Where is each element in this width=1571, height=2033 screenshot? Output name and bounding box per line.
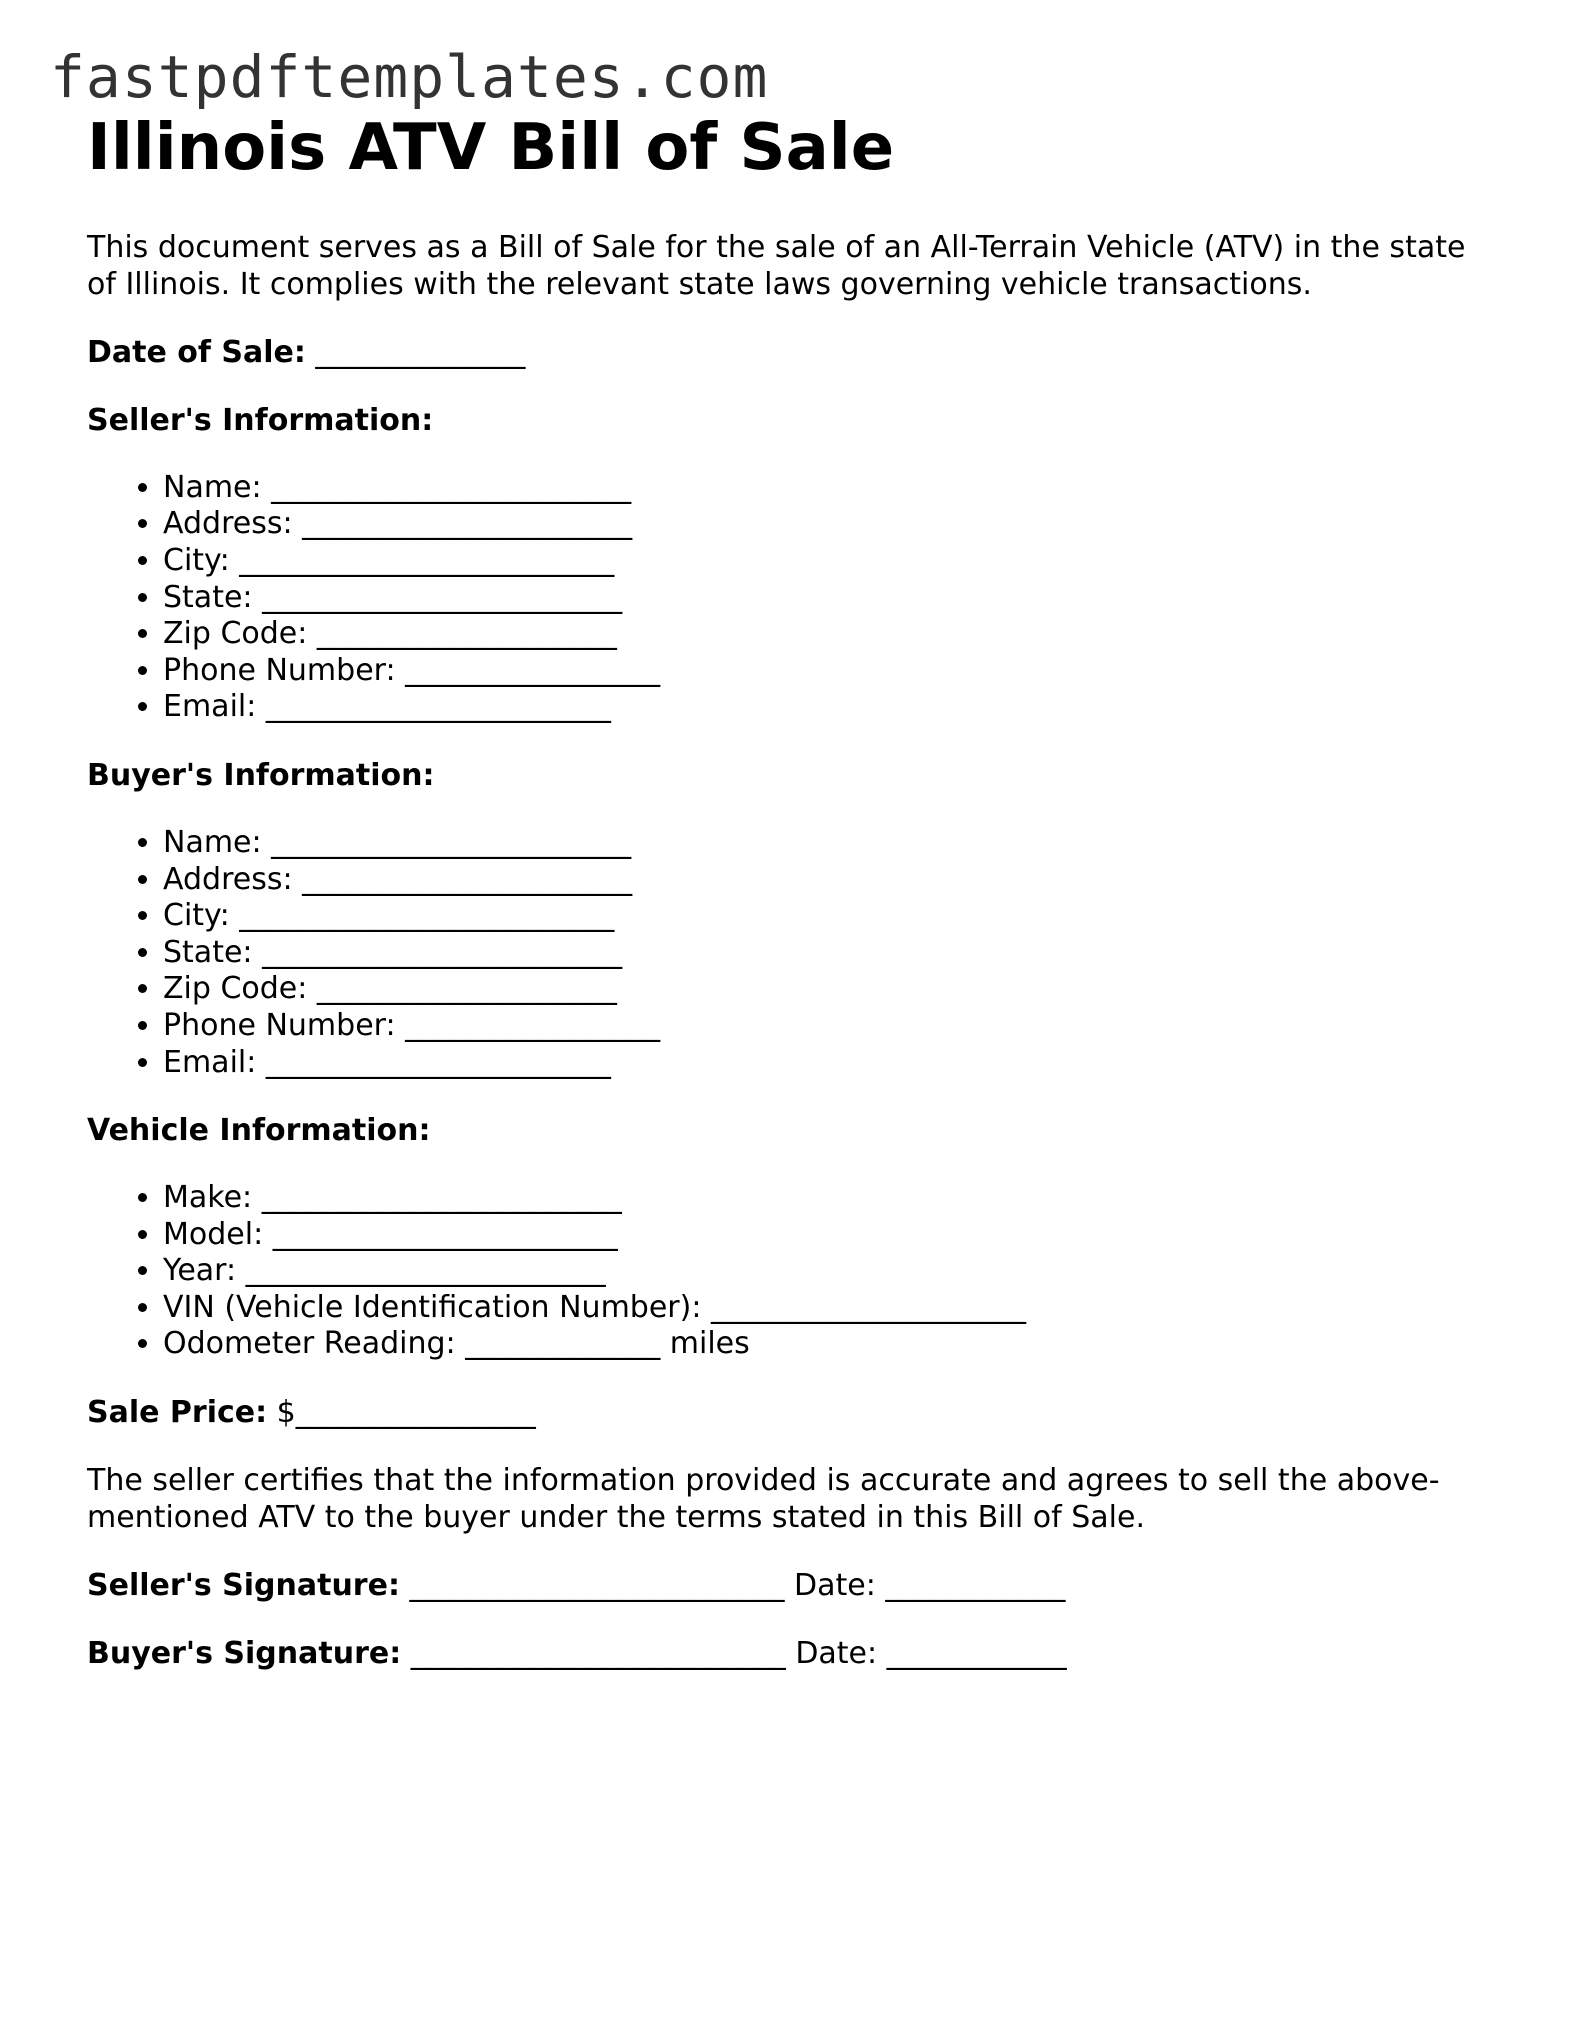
field-label: Model: [163,1216,264,1252]
vehicle-vin-blank[interactable]: _____________________ [710,1289,1026,1325]
list-item [163,689,1487,726]
buyer-city-blank[interactable]: _________________________ [239,898,615,934]
vehicle-fields-list [87,1180,1487,1363]
certification-paragraph: The seller certifies that the information provided is accurate and agrees to sell the above-mentioned ATV to the buyer under the terms stated in this Bill of Sale. [87,1463,1440,1536]
buyer-signature-line [87,1635,1487,1672]
list-item [163,543,1487,580]
field-label: Address: [163,506,293,542]
seller-name-blank[interactable]: ________________________ [271,469,632,505]
buyer-address-blank[interactable]: ______________________ [302,861,633,897]
list-item [163,506,1487,543]
buyer-date-label: Date: [795,1636,878,1672]
field-label: State: [163,579,253,615]
buyer-section-title: Buyer's Information: [87,757,435,793]
list-item [163,1008,1487,1045]
seller-city-blank[interactable]: _________________________ [239,542,615,578]
date-of-sale-label: Date of Sale: [87,334,306,370]
seller-state-blank[interactable]: ________________________ [262,579,623,615]
list-item [163,470,1487,507]
sale-price-blank[interactable]: $________________ [276,1395,536,1431]
seller-zip-blank[interactable]: ____________________ [316,616,617,652]
field-label: Zip Code: [163,616,308,652]
seller-signature-label: Seller's Signature: [87,1568,400,1604]
document-title: Illinois ATV Bill of Sale [87,111,895,185]
buyer-signature-blank[interactable]: _________________________ [410,1636,786,1672]
watermark: fastpdftemplates.com [50,43,769,111]
field-label: City: [163,898,230,934]
buyer-state-blank[interactable]: ________________________ [262,934,623,970]
seller-signature-line [87,1567,1487,1604]
field-label: Year: [163,1253,237,1289]
field-label: State: [163,934,253,970]
seller-phone-blank[interactable]: _________________ [405,652,661,688]
buyer-fields-list [87,825,1487,1081]
field-label: Odometer Reading: [163,1326,456,1362]
field-label: Phone Number: [163,1007,396,1043]
list-item [163,862,1487,899]
buyer-date-blank[interactable]: ____________ [886,1636,1067,1672]
sale-price-label: Sale Price: [87,1395,268,1431]
document-body [87,110,1487,1672]
field-label: Zip Code: [163,971,308,1007]
field-label: Phone Number: [163,652,396,688]
list-item [163,1290,1487,1327]
buyer-email-blank[interactable]: _______________________ [265,1044,611,1080]
list-item [163,1326,1487,1363]
date-of-sale-field [87,334,1487,371]
field-label: Address: [163,861,293,897]
seller-section-title: Seller's Information: [87,402,434,438]
vehicle-odometer-blank[interactable]: _____________ miles [465,1326,750,1362]
vehicle-section-title: Vehicle Information: [87,1113,431,1149]
seller-fields-list [87,470,1487,726]
seller-email-blank[interactable]: _______________________ [265,689,611,725]
buyer-phone-blank[interactable]: _________________ [405,1007,661,1043]
date-of-sale-blank[interactable]: ______________ [315,334,526,370]
intro-paragraph: This document serves as a Bill of Sale for the sale of an All-Terrain Vehicle (ATV) in the state of Illinois. It complies with the relevant state laws governing vehicle transactions. [87,229,1466,302]
seller-date-label: Date: [794,1568,876,1604]
buyer-zip-blank[interactable]: ____________________ [316,971,617,1007]
seller-signature-blank[interactable]: _________________________ [409,1568,785,1604]
vehicle-model-blank[interactable]: _______________________ [272,1216,618,1252]
buyer-name-blank[interactable]: ________________________ [271,824,632,860]
seller-date-blank[interactable]: ____________ [885,1568,1066,1604]
list-item [163,653,1487,690]
buyer-signature-label: Buyer's Signature: [87,1636,402,1672]
list-item [163,1045,1487,1082]
field-label: Make: [163,1180,253,1216]
list-item [163,1253,1487,1290]
list-item [163,1180,1487,1217]
field-label: City: [163,542,230,578]
field-label: VIN (Vehicle Identification Number): [163,1289,702,1325]
list-item [163,825,1487,862]
list-item [163,616,1487,653]
list-item [163,580,1487,617]
list-item [163,971,1487,1008]
field-label: Email: [163,689,257,725]
list-item [163,935,1487,972]
field-label: Name: [163,824,262,860]
vehicle-year-blank[interactable]: ________________________ [245,1253,606,1289]
field-label: Email: [163,1044,257,1080]
list-item [163,898,1487,935]
field-label: Name: [163,469,262,505]
vehicle-make-blank[interactable]: ________________________ [261,1180,622,1216]
sale-price-field [87,1394,1487,1431]
seller-address-blank[interactable]: ______________________ [302,506,633,542]
list-item [163,1217,1487,1254]
